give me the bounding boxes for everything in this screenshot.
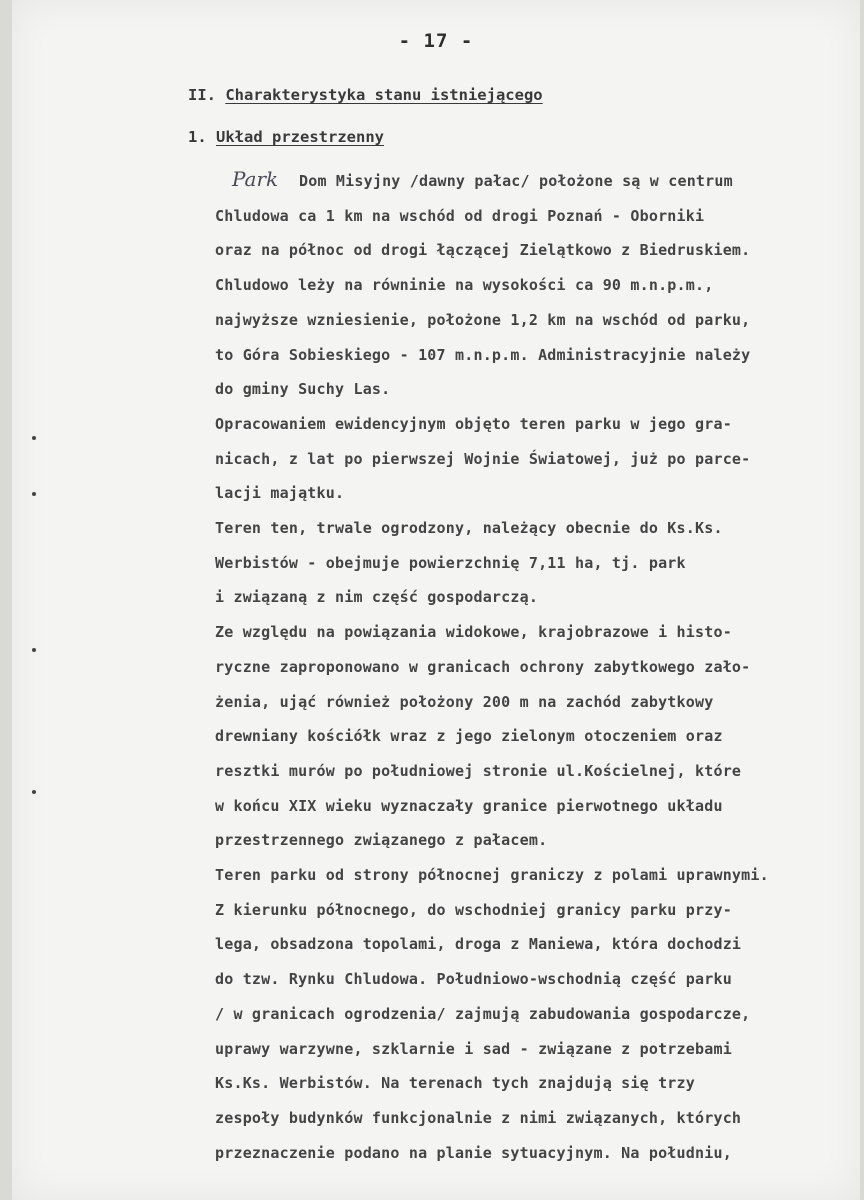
handwritten-annotation: Park (232, 167, 279, 191)
text-line: zespoły budynków funkcjonalnie z nimi związanych, których (215, 1108, 742, 1127)
text-line: oraz na północ od drogi łączącej Zielątkowo z Biedruskiem. (215, 241, 751, 260)
text-line: do gminy Suchy Las. (215, 380, 391, 399)
text-line: Dom Misyjny /dawny pałac/ położone są w centrum (299, 172, 733, 190)
text-line: drewniany kościółk wraz z jego zielonym otoczeniem oraz (215, 727, 723, 746)
text-line: do tzw. Rynku Chludowa. Południowo-wschodnią część parku (215, 970, 732, 989)
section-number: II. (188, 86, 216, 104)
text-line: w końcu XIX wieku wyznaczały granice pierwotnego układu (215, 796, 723, 815)
text-line: / w granicach ogrodzenia/ zajmują zabudowania gospodarcze, (215, 1004, 751, 1023)
text-line: ryczne zaproponowano w granicach ochrony zabytkowego zało- (215, 657, 751, 676)
page-number: - 17 - (398, 30, 474, 52)
text-line: Z kierunku północnego, do wschodniej granicy parku przy- (215, 900, 732, 919)
text-line: Ze względu na powiązania widokowe, krajobrazowe i histo- (215, 623, 732, 642)
text-line: resztki murów po południowej stronie ul.Kościelnej, które (215, 761, 742, 780)
text-line: Werbistów - obejmuje powierzchnię 7,11 ha, tj. park (215, 553, 686, 572)
text-line: przeznaczenie podano na planie sytuacyjnym. Na południu, (215, 1143, 732, 1162)
text-line: Ks.Ks. Werbistów. Na terenach tych znajdują się trzy (215, 1074, 695, 1093)
text-line: żenia, ująć również położony 200 m na zachód zabytkowy (215, 692, 714, 711)
text-line: przestrzennego związanego z pałacem. (215, 831, 548, 850)
text-line: to Góra Sobieskiego - 107 m.n.p.m. Administracyjnie należy (215, 345, 751, 364)
text-line: Teren parku od strony północnej graniczy z polami uprawnymi. (215, 866, 769, 884)
text-line: Chludowa ca 1 km na wschód od drogi Poznań - Oborniki (215, 206, 705, 225)
punch-hole-mark (32, 790, 36, 794)
text-line: Chludowo leży na równinie na wysokości ca 90 m.n.p.m., (215, 276, 714, 295)
text-line: najwyższe wzniesienie, położone 1,2 km na wschód od parku, (215, 310, 751, 329)
document-page (12, 0, 860, 1200)
subsection-number: 1. (188, 128, 207, 146)
text-line: Teren ten, trwale ogrodzony, należący obecnie do Ks.Ks. (215, 519, 723, 537)
punch-hole-mark (32, 436, 36, 440)
section-heading (188, 86, 543, 104)
punch-hole-mark (32, 648, 36, 652)
text-line: lega, obsadzona topolami, droga z Maniewa, która dochodzi (215, 935, 742, 954)
text-line: nicach, z lat po pierwszej Wojnie Światowej, już po parce- (215, 449, 751, 468)
punch-hole-mark (32, 492, 36, 496)
subsection-title: Układ przestrzenny (216, 128, 384, 146)
text-line: lacji majątku. (215, 484, 345, 503)
section-title: Charakterystyka stanu istniejącego (225, 86, 543, 104)
subsection-heading (188, 128, 384, 146)
text-line: Opracowaniem ewidencyjnym objęto teren parku w jego gra- (215, 414, 732, 433)
text-line: i związaną z nim część gospodarczą. (215, 588, 539, 607)
text-line: uprawy warzywne, szklarnie i sad - związane z potrzebami (215, 1039, 732, 1058)
